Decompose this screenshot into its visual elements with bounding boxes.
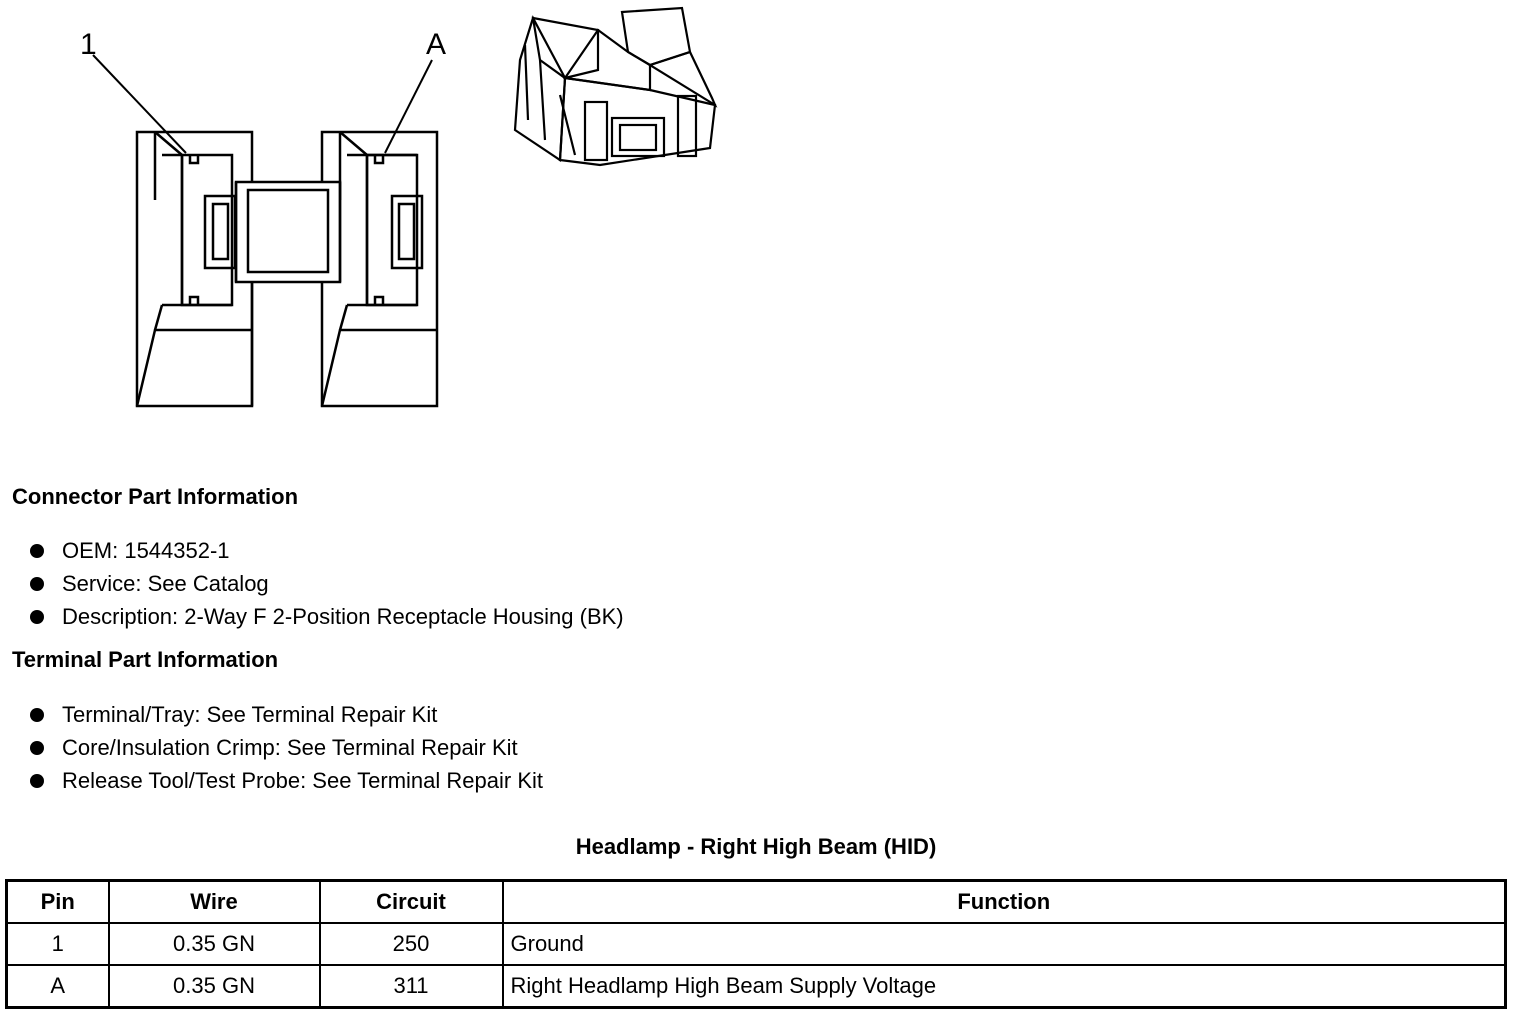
cell-wire: 0.35 GN: [109, 965, 320, 1008]
terminal-info-list: [30, 698, 543, 797]
cell-function: Right Headlamp High Beam Supply Voltage: [503, 965, 1506, 1008]
list-item: Terminal/Tray: See Terminal Repair Kit: [30, 698, 543, 731]
list-item: Release Tool/Test Probe: See Terminal Repair Kit: [30, 764, 543, 797]
cell-circuit: 250: [320, 923, 503, 965]
cell-pin: A: [7, 965, 109, 1008]
terminal-info-heading: Terminal Part Information: [12, 647, 279, 672]
table-header-row: [7, 881, 1506, 924]
cell-circuit: 311: [320, 965, 503, 1008]
list-item: Service: See Catalog: [30, 567, 624, 600]
table-row: [7, 965, 1506, 1008]
connector-isometric-view: [515, 8, 715, 165]
column-header-circuit: Circuit: [320, 881, 503, 924]
list-item: OEM: 1544352-1: [30, 534, 624, 567]
cell-wire: 0.35 GN: [109, 923, 320, 965]
connector-info-list: [30, 534, 624, 633]
connector-face-view: [93, 55, 437, 406]
cell-pin: 1: [7, 923, 109, 965]
table-title: Headlamp - Right High Beam (HID): [575, 834, 937, 859]
column-header-pin: Pin: [7, 881, 109, 924]
cell-function: Ground: [503, 923, 1506, 965]
list-item: Description: 2-Way F 2-Position Receptacle Housing (BK): [30, 600, 624, 633]
column-header-wire: Wire: [109, 881, 320, 924]
callout-pin-1: 1: [80, 28, 97, 61]
pinout-table: [5, 879, 1507, 1009]
connector-drawing: [0, 0, 760, 420]
callout-pin-a: A: [426, 28, 447, 61]
column-header-function: Function: [503, 881, 1506, 924]
list-item: Core/Insulation Crimp: See Terminal Repair Kit: [30, 731, 543, 764]
table-row: [7, 923, 1506, 965]
connector-info-heading: Connector Part Information: [12, 484, 299, 509]
